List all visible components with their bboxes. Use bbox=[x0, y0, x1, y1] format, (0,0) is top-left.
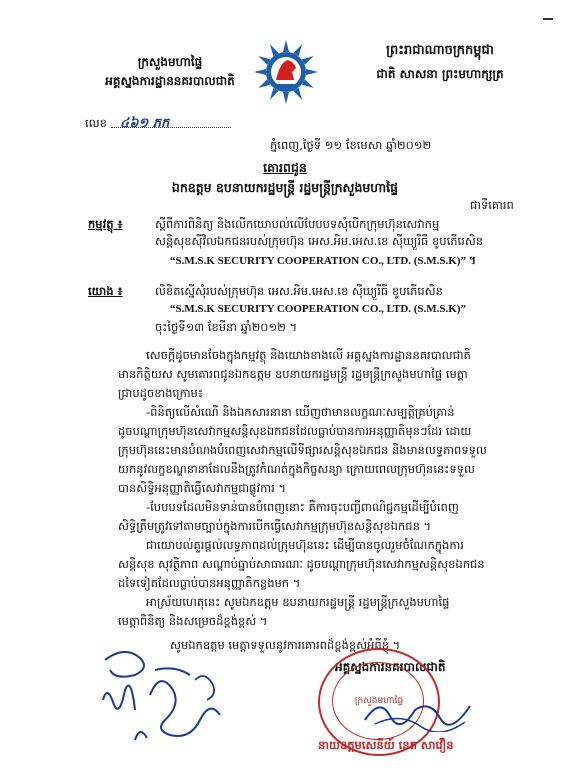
signatory-title: អគ្គស្នងការនគរបាលជាតិ bbox=[335, 660, 446, 674]
body-line: -ពិនិត្យលើសំណើ និងឯកសារនានា ឃើញថាមានលក្ខណៈសម្បត្តិគ្រប់គ្រាន់ bbox=[146, 405, 455, 419]
subject-company-en: “S.M.S.K SECURITY COOPERATION CO., LTD. (S.M.S.K)” ។ bbox=[170, 255, 477, 267]
reference-line-1: លិខិតស្នើសុំរបស់ក្រុមហ៊ុន អេស.អិម.អេស.ខេ ស៊ីឃ្យួរីធី ខូបភើរេសិន bbox=[155, 284, 443, 298]
ref-label: លេខ bbox=[85, 116, 107, 130]
signature-main bbox=[360, 692, 480, 732]
body-line: ជ្រាបដូចខាងក្រោម៖ bbox=[118, 386, 203, 400]
body-line: ជាយោបល់គួរផ្តល់លទ្ធភាពដល់ក្រុមហ៊ុននេះ ដើម្បីបានចូលរួមចំណែកក្នុងការ bbox=[146, 538, 464, 552]
body-line: ដូចបណ្តាក្រុមហ៊ុនសេវាកម្មសន្តិសុខឯកជនដែលធ្លាប់បានការអនុញ្ញាតិមុនៗដែរ ដោយ bbox=[118, 424, 472, 438]
body-line: សេចក្តីដូចមានចែងក្នុងកម្មវត្ថុ និងយោងខាងលើ អគ្គស្នងការដ្ឋាននគរបាលជាតិ bbox=[146, 348, 471, 362]
page-marker bbox=[543, 18, 553, 20]
body-line: សន្តិសុខ សុវត្ថិភាព សណ្តាប់ធ្នាប់សាធារណៈ ដូចបណ្តាក្រុមហ៊ុនសេវាកម្មសន្តិសុខឯកជន bbox=[118, 557, 485, 571]
closing-line: សូមឯកឧត្តម មេត្តាទទួលនូវការគោរពដ៏ខ្ពង់ខ្ពស់អំពីខ្ញុំ ។ bbox=[170, 638, 401, 652]
signatory-name: នាយឧត្តមសេនីយ៍ នេត សាវឿន bbox=[318, 738, 454, 752]
right-motto: ជាតិ សាសនា ព្រះមហាក្សត្រ bbox=[376, 67, 504, 81]
right-kingdom: ព្រះរាជាណាចក្រកម្ពុជា bbox=[386, 43, 494, 58]
left-department: អគ្គស្នងការដ្ឋាននគរបាលជាតិ bbox=[105, 74, 235, 88]
body-line: មានកិត្តិយស សូមគោរពជូនឯកឧត្តម ឧបនាយករដ្ឋមន្ត្រី រដ្ឋមន្ត្រីក្រសួងមហាផ្ទៃ មេត្តា bbox=[118, 367, 468, 381]
body-line: បានសិទ្ធិអនុញ្ញាតិធ្វើសេវាកម្មជាផ្លូវការ ។ bbox=[118, 481, 286, 495]
body-line: ក្រុមហ៊ុននេះមានបំណងបំពេញសេវាកម្មលើទីផ្សារសន្តិសុខឯកជន និងមានលទ្ធភាពទទួល bbox=[118, 443, 487, 457]
reference-company-en: “S.M.S.K SECURITY COOPERATION CO., LTD. (S.M.S.K)” bbox=[170, 303, 467, 315]
header-right bbox=[335, 43, 545, 82]
ref-value: ៤៦១ ភក bbox=[120, 116, 170, 131]
respectfully-heading: គោរពជូន bbox=[263, 160, 307, 175]
stamp-text: ក្រសួងមហាផ្ទៃ bbox=[354, 696, 404, 706]
left-initials-signatures bbox=[95, 640, 245, 755]
body-paragraphs bbox=[118, 348, 538, 633]
subject-line-2: សន្តិសុខស៊ីវិលឯកជនរបស់ក្រុមហ៊ុន អេស.អិម.អេស.ខេ ស៊ីឃ្យួរីធី ខូបភើរេសិន bbox=[155, 234, 484, 248]
subject-label: កម្មវត្ថុ ៖ bbox=[88, 217, 123, 231]
addressee: ឯកឧត្តម ឧបនាយករដ្ឋមន្ត្រី រដ្ឋមន្ត្រីក្រសួងមហាផ្ទៃ bbox=[171, 180, 399, 195]
reference-date: ចុះថ្ងៃទី១៣ ខែមីនា ឆ្នាំ២០១២ ។ bbox=[155, 320, 298, 334]
date-line: ភ្នំពេញ,ថ្ងៃទី ១១ ខែមេសា ឆ្នាំ២០១២ bbox=[270, 138, 432, 152]
body-line: មេត្តាពិនិត្យ និងសម្រេចដ៏ខ្ពង់ខ្ពស់ ។ bbox=[118, 614, 268, 628]
body-line: -បែបបទដែលមិនទាន់បានបំពេញនោះ គឺការចុះបញ្ជីពាណិជ្ជកម្មដើម្បីបំពេញ bbox=[146, 500, 459, 514]
subject-line-1: ស្តីពីការពិនិត្យ និងលើកយោបល់លើបែបបទសុំបើកក្រុមហ៊ុនសេវាកម្ម bbox=[155, 217, 440, 231]
body-line: សិទ្ធិត្រឹមត្រូវទៅតាមច្បាប់ក្នុងការបើកធ្វើសេវាកម្មក្រុមហ៊ុនសន្តិសុខឯកជន ។ bbox=[118, 519, 432, 533]
body-line: យកនូវលក្ខខណ្ឌនានាដែលនឹងត្រូវកំណត់ក្នុងកិច្ចសន្យា ក្រោយពេលក្រុមហ៊ុននេះទទួល bbox=[118, 462, 475, 476]
appendix: ជាទីគោរព bbox=[470, 198, 514, 212]
left-ministry: ក្រសួងមហាផ្ទៃ bbox=[137, 55, 203, 69]
body-line: អាស្រ័យហេតុនេះ សូមឯកឧត្តម ឧបនាយករដ្ឋមន្ត្រី រដ្ឋមន្ត្រីក្រសួងមហាផ្ទៃ bbox=[146, 595, 450, 609]
reference-label: យោង ៖ bbox=[88, 284, 123, 298]
ref-line bbox=[85, 112, 285, 131]
header-left bbox=[60, 55, 280, 89]
body-line: ដទៃទៀតដែលធ្លាប់បានអនុញ្ញាតិកន្លងមក ។ bbox=[118, 576, 301, 590]
police-emblem-logo bbox=[252, 38, 320, 106]
